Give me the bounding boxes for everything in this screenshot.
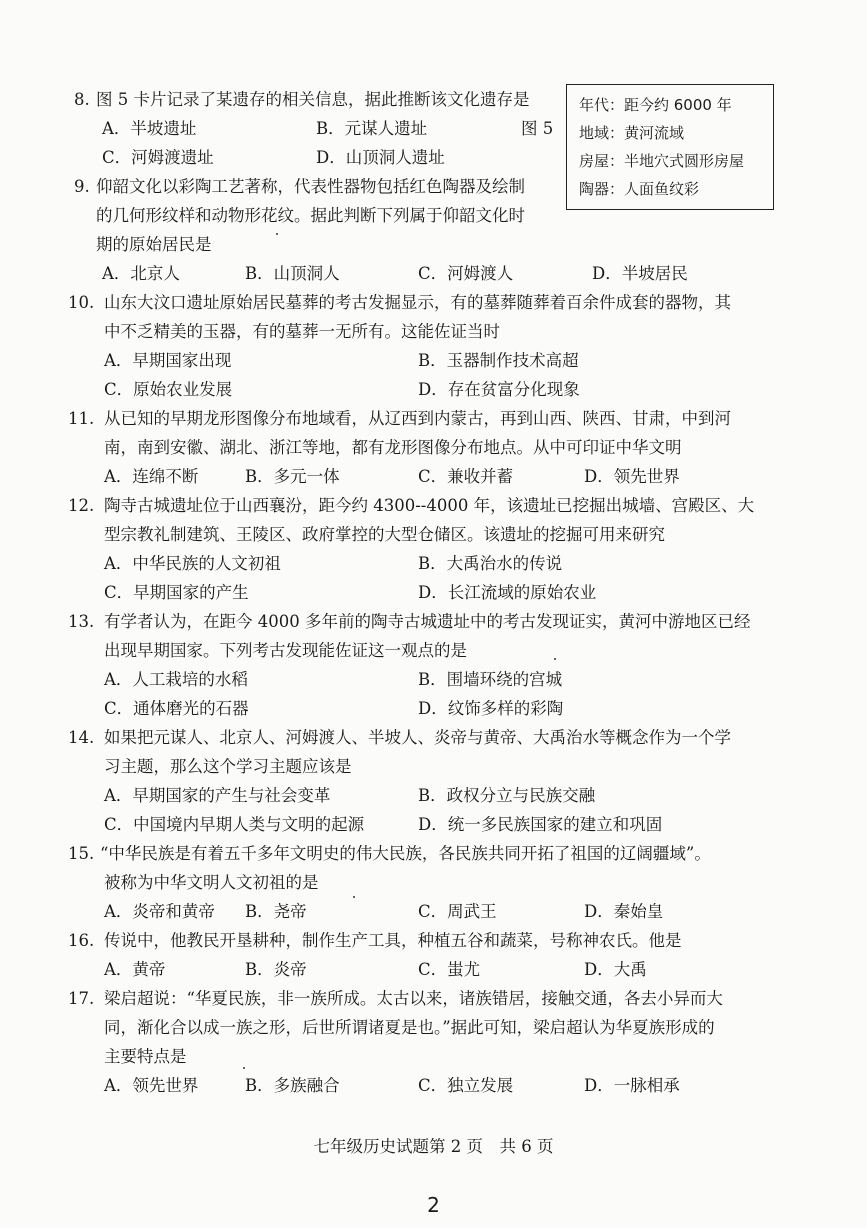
option-d: D．山顶洞人遗址: [316, 148, 445, 167]
option-a: A．人工栽培的水稻: [104, 670, 248, 689]
option-a: A．早期国家出现: [104, 351, 232, 370]
option-a: A．黄帝: [104, 960, 166, 979]
option-b: B．多族融合: [245, 1076, 340, 1095]
option-d: D．纹饰多样的彩陶: [418, 699, 564, 718]
option-a: A．中华民族的人文初祖: [104, 554, 281, 573]
option-b: B．尧帝: [245, 902, 307, 921]
option-c: C．蚩尤: [418, 960, 481, 979]
option-d: D．一脉相承: [584, 1076, 680, 1095]
option-d: D．大禹: [584, 960, 647, 979]
figure-5-card: [566, 84, 774, 210]
question-stem: 仰韶文化以彩陶工艺著称，代表性器物包括红色陶器及绘制: [96, 177, 525, 196]
question-number: 16.: [68, 931, 95, 950]
question-stem: 中不乏精美的玉器，有的墓葬一无所有。这能佐证当时: [104, 322, 500, 341]
question-number: 13.: [68, 612, 95, 631]
scan-speck: [554, 658, 556, 660]
card-row-housing: 房屋：半地穴式圆形房屋: [579, 152, 745, 170]
question-stem: 的几何形纹样和动物形花纹。据此判断下列属于仰韶文化时: [96, 206, 525, 225]
question-stem: 型宗教礼制建筑、王陵区、政府掌控的大型仓储区。该遗址的挖掘可用来研究: [104, 525, 665, 544]
option-d: D．统一多民族国家的建立和巩固: [418, 815, 663, 834]
question-number: 11.: [68, 409, 95, 428]
question-stem: “中华民族是有着五千多年文明史的伟大民族，各民族共同开拓了祖国的辽阔疆域”。: [100, 844, 711, 863]
option-b: B．山顶洞人: [245, 264, 340, 283]
option-d: D．半坡居民: [592, 264, 688, 283]
option-c: C．周武王: [418, 902, 497, 921]
option-a: A．炎帝和黄帝: [104, 902, 215, 921]
option-b: B．炎帝: [245, 960, 307, 979]
option-a: A．北京人: [102, 264, 180, 283]
card-row-era: 年代：距今约 6000 年: [579, 96, 732, 114]
scan-speck: [353, 896, 355, 898]
question-stem: 主要特点是: [104, 1047, 187, 1066]
question-stem: 南，南到安徽、湖北、浙江等地，都有龙形图像分布地点。从中可印证中华文明: [104, 438, 682, 457]
question-stem: 被称为中华文明人文初祖的是: [104, 873, 319, 892]
option-a: A．早期国家的产生与社会变革: [104, 786, 331, 805]
question-stem: 出现早期国家。下列考古发现能佐证这一观点的是: [104, 641, 467, 660]
option-b: B．多元一体: [245, 467, 340, 486]
question-stem: 如果把元谋人、北京人、河姆渡人、半坡人、炎帝与黄帝、大禹治水等概念作为一个学: [104, 728, 731, 747]
question-stem: 同，渐化合以成一族之形，后世所谓诸夏是也。”据此可知，梁启超认为华夏族形成的: [104, 1018, 715, 1037]
question-number: 9.: [74, 177, 90, 196]
card-row-region: 地域：黄河流域: [579, 124, 685, 142]
option-c: C．原始农业发展: [104, 380, 233, 399]
question-number: 14.: [68, 728, 95, 747]
option-c: C．早期国家的产生: [104, 583, 249, 602]
option-d: D．存在贫富分化现象: [418, 380, 580, 399]
option-b: B．玉器制作技术高超: [418, 351, 579, 370]
question-stem: 图 5 卡片记录了某遗存的相关信息，据此推断该文化遗存是: [96, 90, 530, 109]
option-b: B．政权分立与民族交融: [418, 786, 596, 805]
question-number: 17.: [68, 989, 95, 1008]
option-a: A．连绵不断: [104, 467, 199, 486]
option-c: C．兼收并蓄: [418, 467, 514, 486]
option-c: C．中国境内早期人类与文明的起源: [104, 815, 365, 834]
option-d: D．秦始皇: [584, 902, 664, 921]
question-stem: 期的原始居民是: [96, 235, 212, 254]
question-stem: 有学者认为，在距今 4000 多年前的陶寺古城遗址中的考古发现证实，黄河中游地区已经: [104, 612, 751, 631]
card-row-pottery: 陶器：人面鱼纹彩: [579, 180, 700, 198]
option-a: A．半坡遗址: [102, 119, 197, 138]
question-stem: 传说中，他教民开垦耕种，制作生产工具，种植五谷和蔬菜，号称神农氏。他是: [104, 931, 682, 950]
option-b: B．元谋人遗址: [316, 119, 428, 138]
option-b: B．围墙环绕的宫城: [418, 670, 563, 689]
figure-label: 图 5: [521, 119, 554, 138]
scan-speck: [243, 1067, 245, 1069]
scan-speck: [276, 233, 278, 235]
option-c: C．独立发展: [418, 1076, 514, 1095]
question-stem: 梁启超说：“华夏民族，非一族所成。太古以来，诸族错居，接触交通，各去小异而大: [104, 989, 723, 1008]
question-stem: 陶寺古城遗址位于山西襄汾，距今约 4300--4000 年，该遗址已挖掘出城墙、宫殿区、大: [104, 496, 755, 515]
page-footer: 七年级历史试题第 2 页 共 6 页: [313, 1137, 554, 1156]
question-number: 15.: [68, 844, 95, 863]
option-c: C．河姆渡人: [418, 264, 514, 283]
question-number: 10.: [68, 293, 95, 312]
question-number: 8.: [74, 90, 90, 109]
page-number: 2: [427, 1193, 440, 1217]
option-c: C．河姆渡遗址: [102, 148, 214, 167]
question-stem: 习主题，那么这个学习主题应该是: [104, 757, 352, 776]
question-stem: 山东大汶口遗址原始居民墓葬的考古发掘显示，有的墓葬随葬着百余件成套的器物，其: [104, 293, 731, 312]
question-stem: 从已知的早期龙形图像分布地域看，从辽西到内蒙古，再到山西、陕西、甘肃，中到河: [104, 409, 731, 428]
option-b: B．大禹治水的传说: [418, 554, 563, 573]
option-d: D．长江流域的原始农业: [418, 583, 597, 602]
option-d: D．领先世界: [584, 467, 680, 486]
question-number: 12.: [68, 496, 95, 515]
option-a: A．领先世界: [104, 1076, 199, 1095]
option-c: C．通体磨光的石器: [104, 699, 249, 718]
